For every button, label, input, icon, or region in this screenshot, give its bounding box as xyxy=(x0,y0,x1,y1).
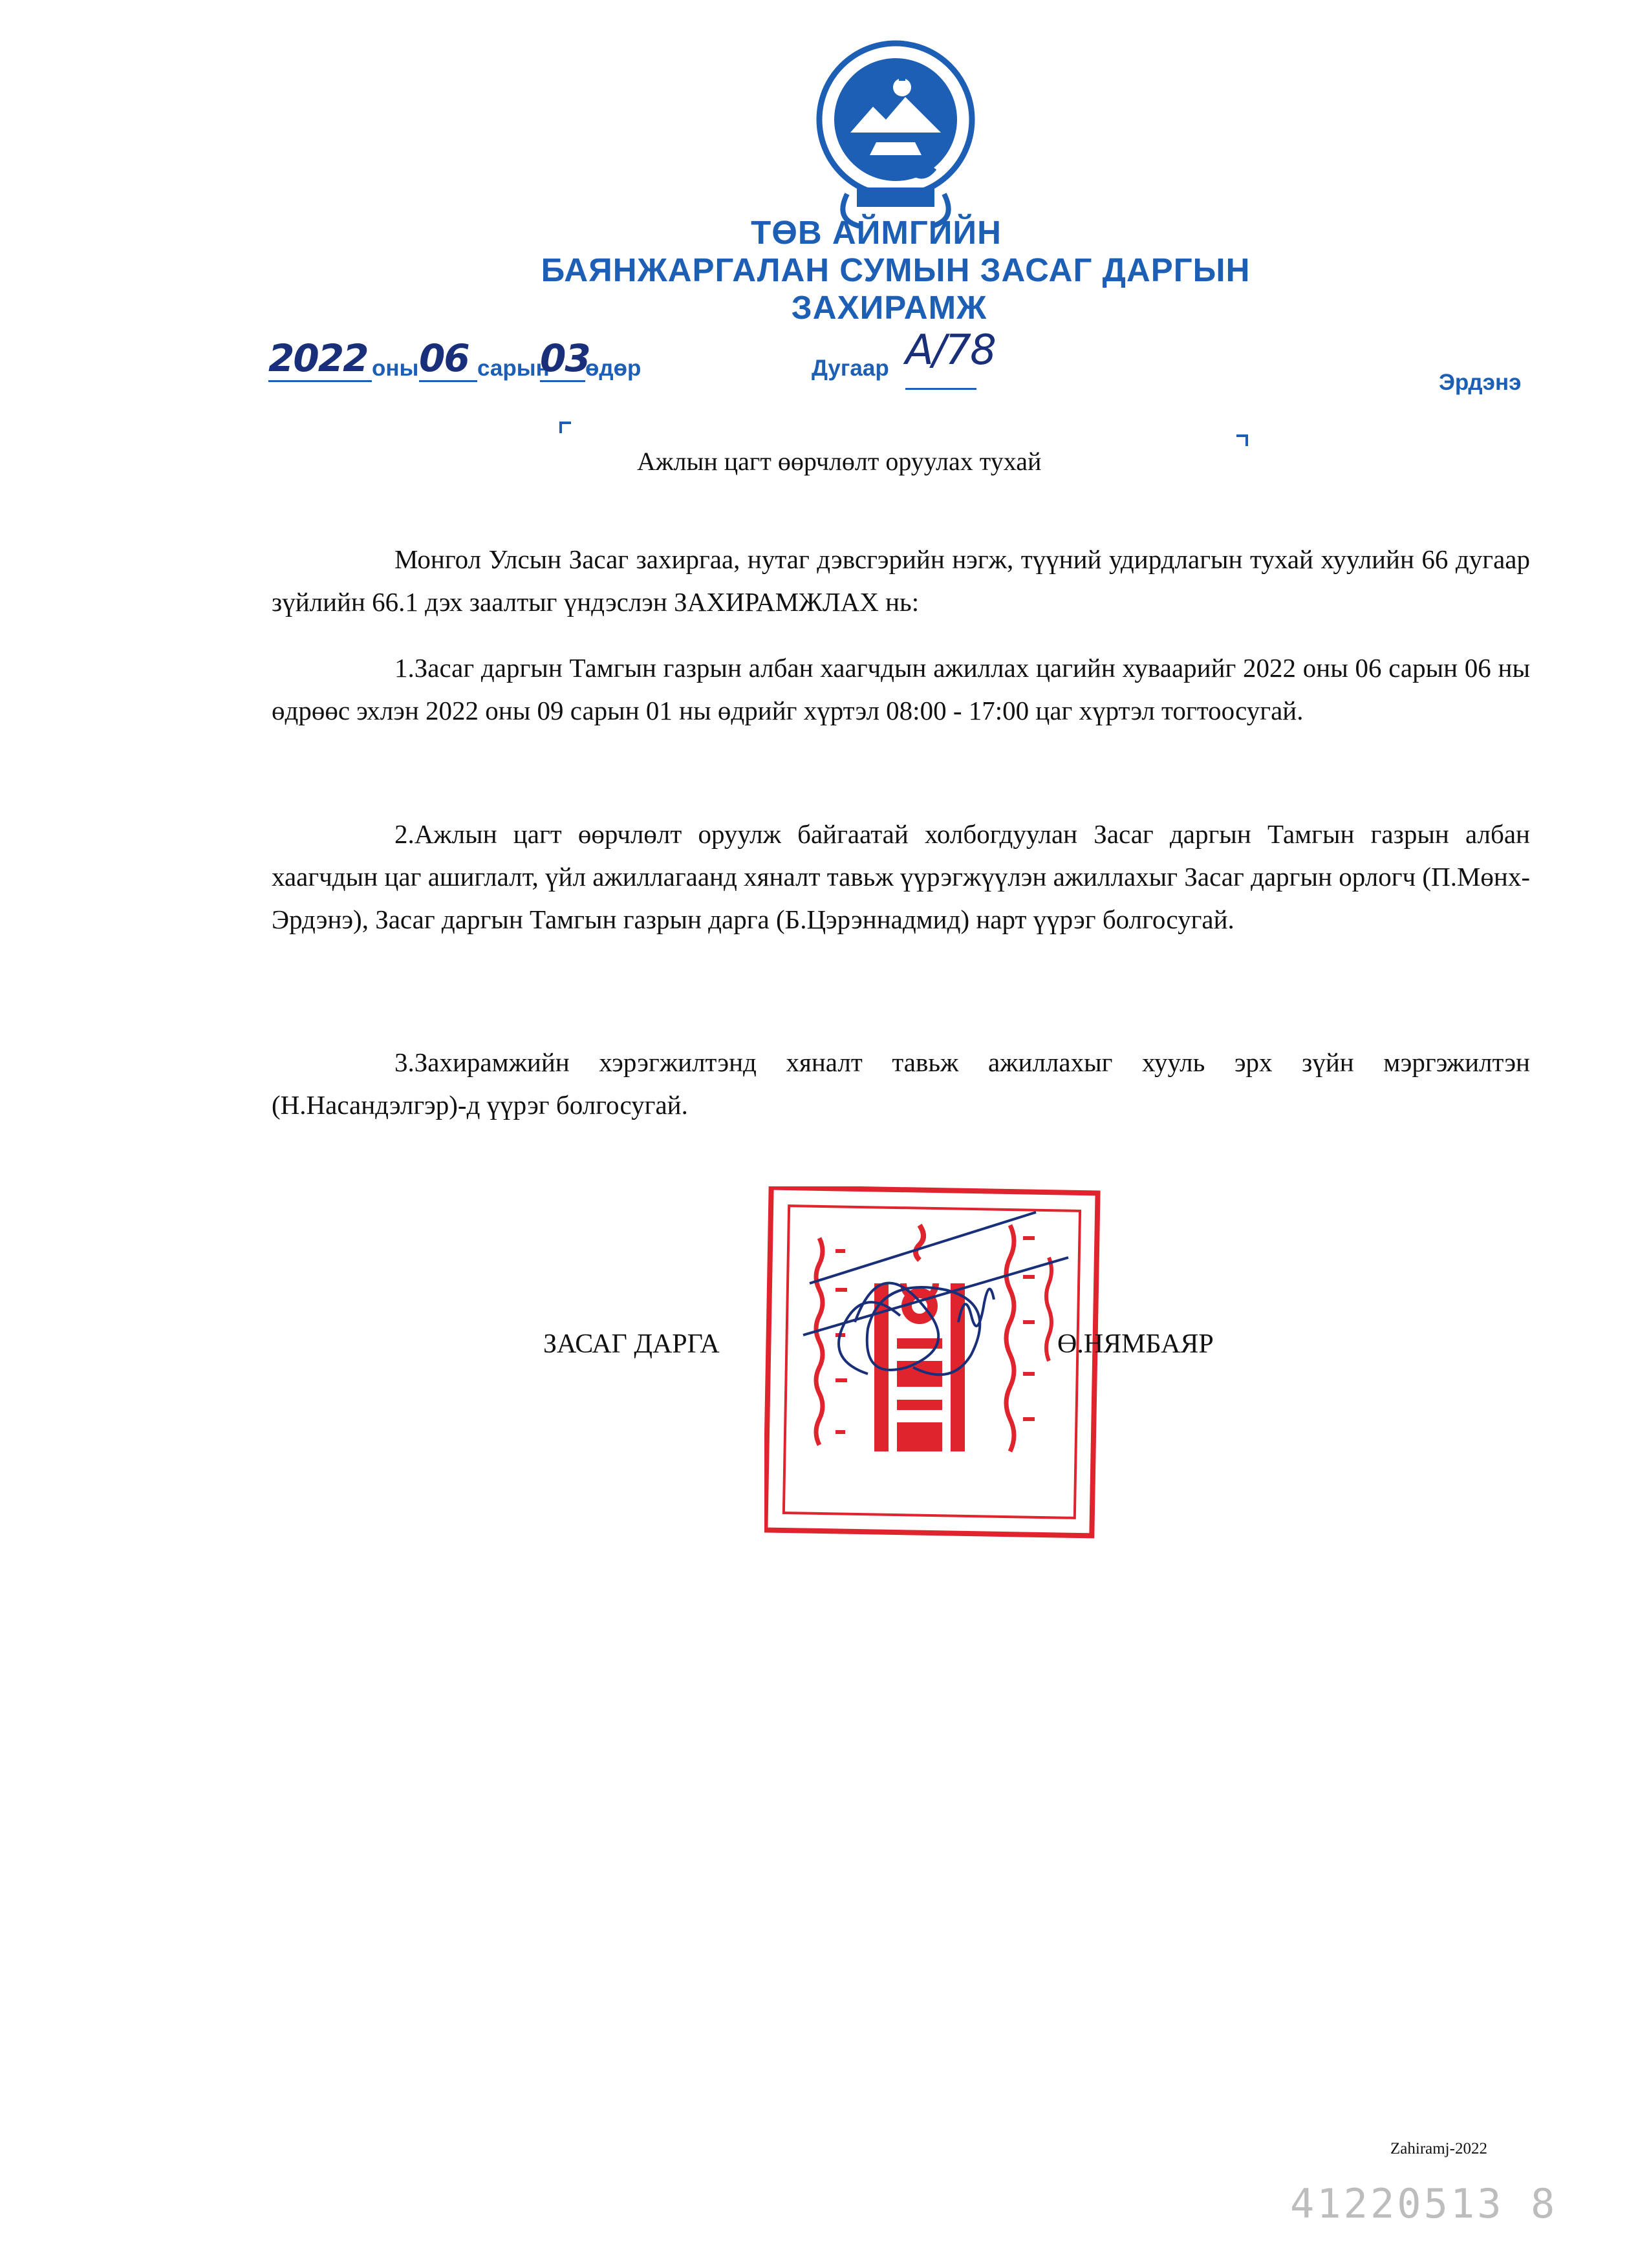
handwritten-number: А/78 xyxy=(905,326,976,390)
year-suffix: оны xyxy=(372,356,419,381)
header-aimag: ТӨВ АЙМГИЙН xyxy=(751,214,1002,251)
item-2-paragraph: 2.Ажлын цагт өөрчлөлт оруулж байгаатай холбогдуулан Засаг даргын Тамгын газрын албан хаагчдын цаг ашиглалт, үйл ажиллагаанд хяналт тавьж үүрэгжүүлэн ажиллахыг Засаг даргын орлогч (П.Мөнх-Эрдэнэ), Засаг даргын Тамгын газрын дарга (Б.Цэрэннадмид) нарт үүрэг болгосугай. xyxy=(272,819,1530,934)
serial-number: 41220513 8 xyxy=(1290,2180,1558,2227)
item-1-paragraph: 1.Засаг даргын Тамгын газрын албан хаагчдын ажиллах цагийн хуваарийг 2022 оны 06 сарын 06 ны өдрөөс эхлэн 2022 оны 09 сарын 01 ны өдрийг хүртэл 08:00 - 17:00 цаг хүртэл тогтоосугай. xyxy=(272,653,1530,725)
month-suffix: сарын xyxy=(477,356,550,381)
signatory-title: ЗАСАГ ДАРГА xyxy=(543,1329,720,1359)
header-document-type: ЗАХИРАМЖ xyxy=(791,289,987,326)
signatory-name: Ө.НЯМБАЯР xyxy=(1057,1329,1214,1359)
date-line xyxy=(268,336,669,388)
official-stamp xyxy=(764,1186,1101,1539)
form-code: Zahiramj-2022 xyxy=(1390,2140,1487,2157)
place-name: Эрдэнэ xyxy=(1439,370,1522,395)
header-sum-governor: БАЯНЖАРГАЛАН СУМЫН ЗАСАГ ДАРГЫН xyxy=(541,251,1251,288)
state-emblem-icon xyxy=(744,36,1048,230)
number-label: Дугаар xyxy=(812,356,889,381)
handwritten-month: 06 xyxy=(419,336,477,382)
day-suffix: өдөр xyxy=(585,356,641,381)
intro-paragraph: Монгол Улсын Засаг захиргаа, нутаг дэвсгэрийн нэгж, түүний удирдлагын тухай хуулийн 66 дугаар зүйлийн 66.1 дэх заалтыг үндэслэн ЗАХИРАМЖЛАХ нь: xyxy=(272,544,1530,617)
handwritten-day: 03 xyxy=(540,336,585,382)
document-title: Ажлын цагт өөрчлөлт оруулах тухай xyxy=(637,447,1042,476)
item-3-paragraph: 3.Захирамжийн хэрэгжилтэнд хяналт тавьж ажиллахыг хууль эрх зүйн мэргэжилтэн (Н.Насандэлгэр)-д үүрэг болгосугай. xyxy=(272,1047,1530,1120)
title-bracket-right xyxy=(1236,434,1248,446)
title-bracket-left xyxy=(559,422,571,433)
handwritten-year: 2022 xyxy=(268,336,372,382)
